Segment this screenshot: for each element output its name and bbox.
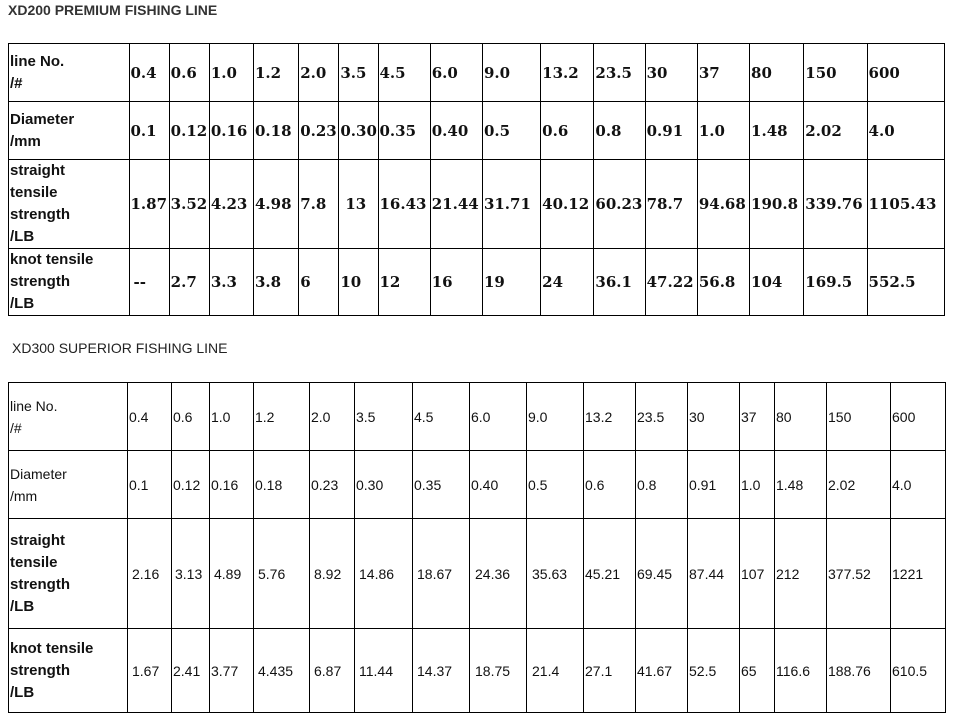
table-cell: 9.0	[527, 383, 584, 451]
table-cell: 1.67	[128, 629, 172, 713]
table-cell: 4.89	[210, 519, 254, 629]
table-cell: 18.75	[470, 629, 527, 713]
table-cell: 2.0	[310, 383, 355, 451]
table-cell: 150	[804, 44, 867, 102]
table-cell: 45.21	[584, 519, 636, 629]
table-cell: 188.76	[827, 629, 891, 713]
row-label: knot tensile strength /LB	[9, 629, 128, 713]
table-cell: 0.12	[169, 102, 209, 160]
table-cell: 87.44	[688, 519, 740, 629]
table-cell: 1.0	[210, 383, 254, 451]
table-cell: 104	[750, 249, 804, 316]
table-cell: 552.5	[867, 249, 944, 316]
table-cell: 2.0	[299, 44, 339, 102]
table-cell: 600	[867, 44, 944, 102]
table-cell: 8.92	[310, 519, 355, 629]
table-cell: 3.52	[169, 160, 209, 249]
table-cell: 0.1	[129, 102, 169, 160]
table-cell: 52.5	[688, 629, 740, 713]
table-cell: 0.6	[169, 44, 209, 102]
table-cell: 1.0	[697, 102, 749, 160]
table-cell: 6.0	[470, 383, 527, 451]
table-cell: 1.2	[254, 383, 310, 451]
table-cell: 6.87	[310, 629, 355, 713]
table-cell: 0.91	[688, 451, 740, 519]
table-row	[9, 249, 945, 316]
table-cell: 4.23	[209, 160, 253, 249]
table-cell: 0.40	[430, 102, 482, 160]
table-cell: 16.43	[378, 160, 430, 249]
table-cell: 116.6	[775, 629, 827, 713]
table-cell: 60.23	[594, 160, 645, 249]
table-cell: 47.22	[645, 249, 697, 316]
table-cell: 0.23	[310, 451, 355, 519]
table-cell: 0.1	[128, 451, 172, 519]
table-cell: 0.8	[594, 102, 645, 160]
table-row	[9, 44, 945, 102]
table-cell: 12	[378, 249, 430, 316]
table-cell: 3.13	[172, 519, 210, 629]
table-cell: 212	[775, 519, 827, 629]
table-cell: 23.5	[636, 383, 688, 451]
table-cell: 0.91	[645, 102, 697, 160]
table-cell: 4.5	[413, 383, 470, 451]
table-cell: 1105.43	[867, 160, 944, 249]
table-cell: 18.67	[413, 519, 470, 629]
table-cell: 37	[740, 383, 775, 451]
table-cell: 10	[339, 249, 378, 316]
table-cell: 13.2	[584, 383, 636, 451]
table-cell: 14.37	[413, 629, 470, 713]
table-cell: 30	[645, 44, 697, 102]
table-cell: 0.18	[254, 102, 299, 160]
xd300-title: XD300 SUPERIOR FISHING LINE	[12, 340, 228, 356]
table-cell: 30	[688, 383, 740, 451]
table-cell: 3.5	[355, 383, 413, 451]
table-cell: 41.67	[636, 629, 688, 713]
table-cell: 56.8	[697, 249, 749, 316]
table-cell: 107	[740, 519, 775, 629]
table-cell: 69.45	[636, 519, 688, 629]
table-cell: 31.71	[482, 160, 540, 249]
xd300-spec-table	[8, 382, 946, 713]
table-cell: 0.23	[299, 102, 339, 160]
table-cell: 1.87	[129, 160, 169, 249]
table-cell: 3.8	[254, 249, 299, 316]
row-label: Diameter /mm	[9, 451, 128, 519]
table-cell: 1.48	[775, 451, 827, 519]
table-cell: 0.35	[378, 102, 430, 160]
table-cell: 24.36	[470, 519, 527, 629]
table-cell: 0.4	[129, 44, 169, 102]
table-row	[9, 629, 946, 713]
row-label: line No. /#	[9, 44, 130, 102]
table-cell: 0.30	[355, 451, 413, 519]
table-cell: 11.44	[355, 629, 413, 713]
table-cell: 0.16	[209, 102, 253, 160]
table-cell: 16	[430, 249, 482, 316]
table-cell: 1.2	[254, 44, 299, 102]
table-cell: 21.4	[527, 629, 584, 713]
row-label: line No. /#	[9, 383, 128, 451]
table-cell: 6	[299, 249, 339, 316]
table-cell: 2.02	[804, 102, 867, 160]
table-cell: 35.63	[527, 519, 584, 629]
table-cell: 2.16	[128, 519, 172, 629]
xd200-title: XD200 PREMIUM FISHING LINE	[8, 2, 218, 18]
table-cell: 600	[891, 383, 946, 451]
table-cell: 169.5	[804, 249, 867, 316]
table-cell: 4.435	[254, 629, 310, 713]
row-label: knot tensile strength /LB	[9, 249, 130, 316]
table-row	[9, 451, 946, 519]
table-cell: 0.30	[339, 102, 378, 160]
table-cell: 2.02	[827, 451, 891, 519]
table-cell: 78.7	[645, 160, 697, 249]
table-cell: 19	[482, 249, 540, 316]
table-cell: 3.77	[210, 629, 254, 713]
table-row	[9, 383, 946, 451]
table-cell: 0.8	[636, 451, 688, 519]
table-cell: 13	[339, 160, 378, 249]
table-cell: 150	[827, 383, 891, 451]
table-cell: 6.0	[430, 44, 482, 102]
table-cell: 7.8	[299, 160, 339, 249]
table-cell: 80	[775, 383, 827, 451]
table-cell: 1.48	[750, 102, 804, 160]
table-cell: 4.98	[254, 160, 299, 249]
table-cell: 610.5	[891, 629, 946, 713]
table-cell: --	[129, 249, 169, 316]
table-cell: 0.6	[172, 383, 210, 451]
table-cell: 0.18	[254, 451, 310, 519]
table-cell: 21.44	[430, 160, 482, 249]
table-cell: 339.76	[804, 160, 867, 249]
table-row	[9, 519, 946, 629]
table-cell: 24	[541, 249, 594, 316]
table-cell: 0.5	[482, 102, 540, 160]
xd200-spec-table	[8, 43, 945, 316]
table-cell: 377.52	[827, 519, 891, 629]
table-cell: 0.5	[527, 451, 584, 519]
table-cell: 2.7	[169, 249, 209, 316]
table-cell: 190.8	[750, 160, 804, 249]
table-cell: 1.0	[209, 44, 253, 102]
table-cell: 3.5	[339, 44, 378, 102]
row-label: straight tensile strength /LB	[9, 160, 130, 249]
table-cell: 40.12	[541, 160, 594, 249]
table-cell: 0.6	[584, 451, 636, 519]
table-cell: 0.35	[413, 451, 470, 519]
table-cell: 0.40	[470, 451, 527, 519]
table-row	[9, 102, 945, 160]
table-cell: 14.86	[355, 519, 413, 629]
table-cell: 13.2	[541, 44, 594, 102]
table-row	[9, 160, 945, 249]
table-cell: 0.16	[210, 451, 254, 519]
table-cell: 37	[697, 44, 749, 102]
table-cell: 0.6	[541, 102, 594, 160]
table-cell: 3.3	[209, 249, 253, 316]
table-cell: 4.0	[867, 102, 944, 160]
table-cell: 23.5	[594, 44, 645, 102]
table-cell: 80	[750, 44, 804, 102]
row-label: Diameter /mm	[9, 102, 130, 160]
table-cell: 1221	[891, 519, 946, 629]
table-cell: 27.1	[584, 629, 636, 713]
table-cell: 65	[740, 629, 775, 713]
table-cell: 4.5	[378, 44, 430, 102]
table-cell: 4.0	[891, 451, 946, 519]
table-cell: 2.41	[172, 629, 210, 713]
table-cell: 1.0	[740, 451, 775, 519]
table-cell: 94.68	[697, 160, 749, 249]
table-cell: 0.4	[128, 383, 172, 451]
row-label: straight tensile strength /LB	[9, 519, 128, 629]
table-cell: 36.1	[594, 249, 645, 316]
table-cell: 5.76	[254, 519, 310, 629]
table-cell: 0.12	[172, 451, 210, 519]
table-cell: 9.0	[482, 44, 540, 102]
